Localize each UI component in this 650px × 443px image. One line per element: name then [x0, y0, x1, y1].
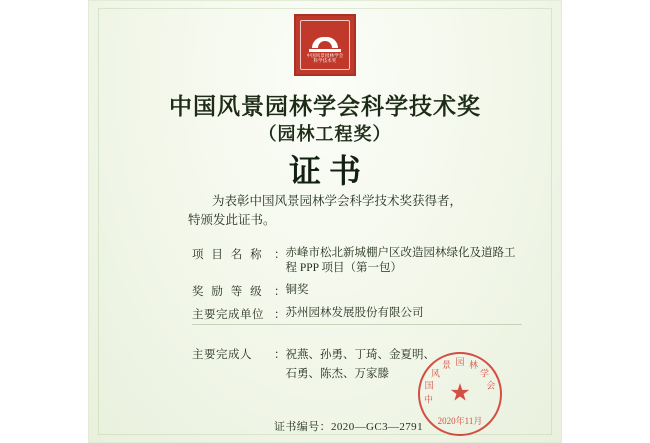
- certificate-sheet: [88, 0, 562, 443]
- seal-char-1: 国: [424, 380, 434, 391]
- contributors-label: 主要完成人: [192, 349, 252, 361]
- citation-line-2: 特颁发此证书。: [188, 213, 276, 227]
- page-margin-right: [562, 0, 650, 443]
- section-divider: [192, 324, 522, 325]
- citation-paragraph: [188, 192, 488, 230]
- field-label-project: 项 目 名 称: [192, 249, 265, 261]
- field-value-project-line1: 赤峰市松北新城棚户区改造园林绿化及道路工: [285, 247, 516, 259]
- field-label-award-level: 奖 励 等 级: [192, 286, 265, 298]
- certificate-word: 证书: [288, 153, 369, 189]
- emblem-text-line2: 科学技术奖: [313, 58, 337, 63]
- field-label-organization: 主要完成单位: [192, 309, 264, 321]
- seal-char-6: 学: [479, 368, 490, 379]
- field-value-project: [286, 246, 523, 276]
- field-colon-organization: ：: [274, 309, 286, 321]
- contributors-line-1: 祝燕、孙勇、丁琦、金夏明、: [285, 349, 435, 361]
- page-margin-left: [0, 0, 88, 443]
- field-value-project-line2: 程 PPP 项目（第一包）: [285, 262, 403, 274]
- emblem-container: [88, 14, 562, 76]
- field-list: [192, 246, 522, 329]
- citation-line-1: 为表彰中国风景园林学会科学技术奖获得者，: [212, 194, 463, 208]
- society-emblem-icon: [294, 14, 356, 76]
- seal-char-2: 风: [430, 368, 440, 379]
- seal-char-5: 林: [469, 359, 479, 370]
- certificate-title: 中国风景园林学会科学技术奖: [169, 94, 481, 119]
- red-official-seal: [418, 352, 502, 436]
- seal-date: 2020年11月: [437, 416, 483, 426]
- certificate-subtitle: （园林工程奖）: [258, 124, 392, 144]
- emblem-text-line1: 中国风景园林学会: [306, 52, 344, 58]
- field-row-project: [192, 246, 522, 276]
- field-value-organization: 苏州园林发展股份有限公司: [285, 307, 424, 319]
- seal-char-3: 景: [441, 359, 451, 370]
- field-row-organization: [192, 306, 522, 322]
- seal-char-0: 中: [423, 394, 433, 405]
- field-colon-project: ：: [274, 249, 286, 261]
- seal-star-icon: ★: [449, 380, 471, 407]
- certificate-number: 证书编号：2020—GC3—2791: [274, 421, 423, 433]
- seal-char-4: 园: [455, 357, 465, 367]
- field-colon-award-level: ：: [274, 286, 286, 298]
- seal-char-7: 会: [486, 380, 496, 391]
- contributors-line-2: 石勇、陈杰、万家滕: [285, 368, 389, 380]
- field-value-award-level: 铜奖: [285, 284, 309, 296]
- contributors-colon: ：: [274, 349, 286, 361]
- field-row-award-level: [192, 283, 522, 299]
- emblem-glyph-icon: [308, 29, 342, 53]
